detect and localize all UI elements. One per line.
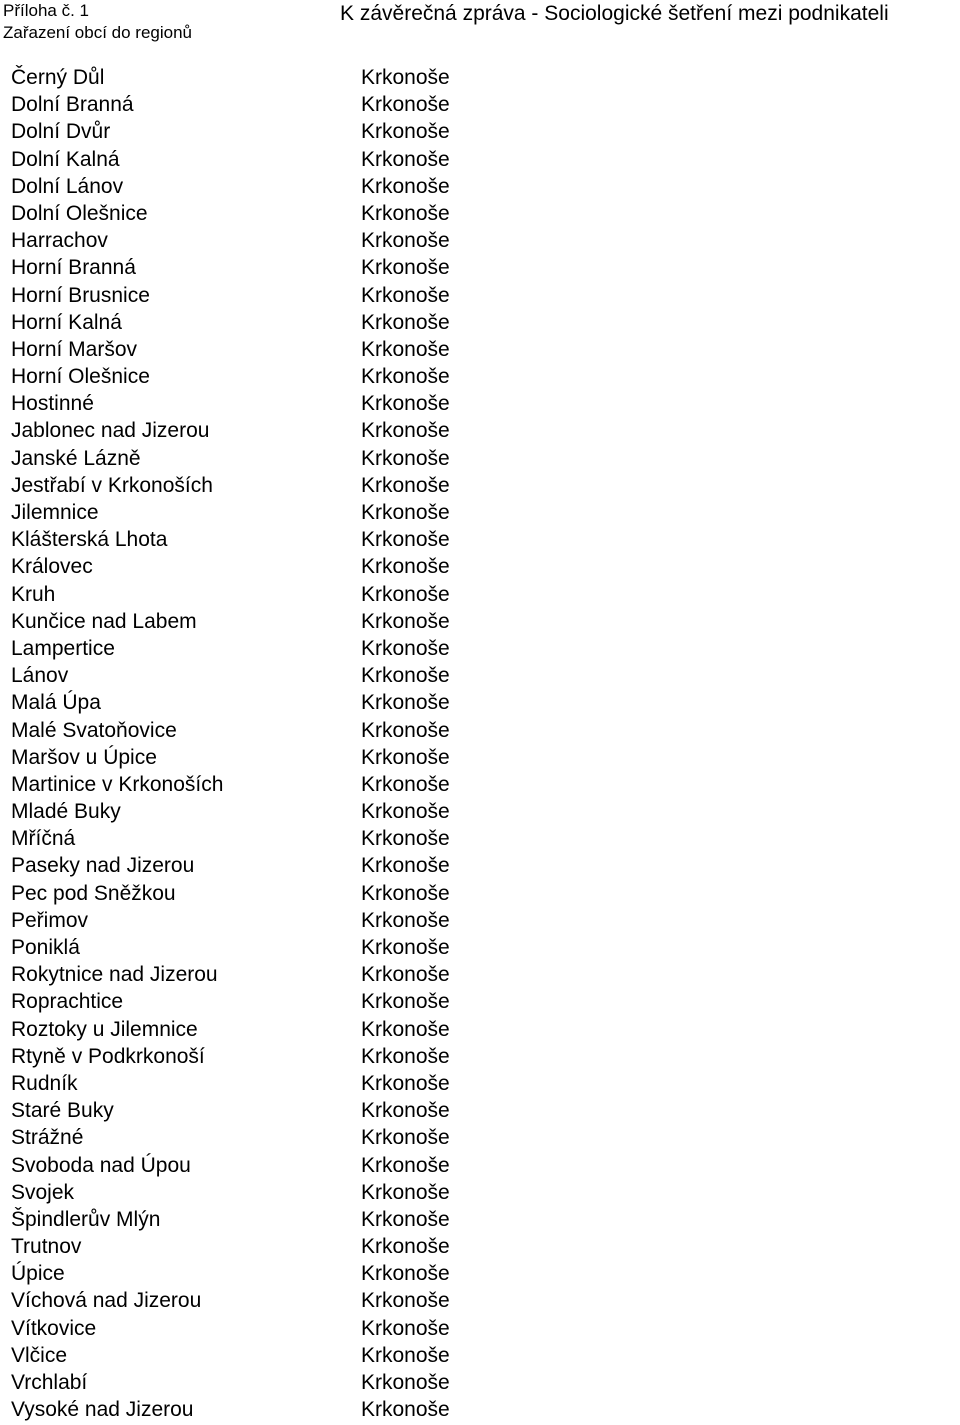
region-name: Krkonoše (361, 229, 450, 253)
region-name: Krkonoše (361, 174, 450, 198)
table-row (11, 390, 941, 417)
region-name: Krkonoše (361, 1316, 450, 1340)
table-row (11, 798, 941, 825)
municipality-name: Trutnov (11, 1235, 82, 1259)
municipality-name: Svojek (11, 1180, 75, 1204)
municipality-name: Malá Úpa (11, 691, 101, 715)
municipality-name: Černý Důl (11, 66, 105, 89)
municipality-name: Lampertice (11, 636, 115, 660)
table-row (11, 91, 941, 118)
table-row (11, 717, 941, 744)
region-name: Krkonoše (361, 337, 450, 361)
region-name: Krkonoše (361, 446, 450, 470)
region-name: Krkonoše (361, 854, 450, 878)
municipality-name: Vysoké nad Jizerou (11, 1398, 194, 1422)
region-name: Krkonoše (361, 963, 450, 987)
region-name: Krkonoše (361, 473, 450, 497)
municipality-name: Horní Kalná (11, 310, 122, 334)
table-row (11, 1233, 941, 1260)
region-name: Krkonoše (361, 1180, 450, 1204)
table-row (11, 499, 941, 526)
municipality-name: Vlčice (11, 1343, 68, 1367)
region-name: Krkonoše (361, 66, 450, 89)
region-name: Krkonoše (361, 365, 450, 389)
municipality-name: Dolní Lánov (11, 174, 124, 198)
table-row (11, 1315, 941, 1342)
table-row (11, 309, 941, 336)
municipality-name: Kunčice nad Labem (11, 609, 197, 633)
region-name: Krkonoše (361, 120, 450, 144)
attachment-label: Příloha č. 1 (3, 1, 89, 20)
region-name: Krkonoše (361, 201, 450, 225)
region-name: Krkonoše (361, 1071, 450, 1095)
municipality-region-table (11, 64, 941, 1423)
table-row (11, 825, 941, 852)
region-name: Krkonoše (361, 256, 450, 280)
region-name: Krkonoše (361, 1398, 450, 1422)
table-row (11, 934, 941, 961)
municipality-name: Rtyně v Podkrkonoší (11, 1044, 205, 1068)
table-row (11, 64, 941, 91)
municipality-name: Horní Brusnice (11, 283, 150, 307)
region-name: Krkonoše (361, 664, 450, 688)
region-name: Krkonoše (361, 936, 450, 959)
municipality-name: Jablonec nad Jizerou (11, 419, 210, 443)
table-row (11, 336, 941, 363)
municipality-name: Janské Lázně (11, 446, 141, 470)
municipality-name: Strážné (11, 1126, 84, 1150)
region-name: Krkonoše (361, 990, 450, 1014)
table-row (11, 445, 941, 472)
table-row (11, 1016, 941, 1043)
municipality-name: Kruh (11, 582, 56, 606)
municipality-name: Rokytnice nad Jizerou (11, 963, 218, 987)
table-row (11, 472, 941, 499)
municipality-name: Malé Svatoňovice (11, 718, 177, 742)
table-row (11, 363, 941, 390)
table-row (11, 1260, 941, 1287)
region-name: Krkonoše (361, 772, 450, 796)
table-row (11, 880, 941, 907)
table-row (11, 1206, 941, 1233)
table-row (11, 744, 941, 771)
municipality-name: Hostinné (11, 392, 94, 416)
region-name: Krkonoše (361, 283, 450, 307)
table-row (11, 1396, 941, 1423)
table-row (11, 1070, 941, 1097)
table-row (11, 689, 941, 716)
region-name: Krkonoše (361, 501, 450, 524)
municipality-name: Peřimov (11, 908, 89, 932)
table-row (11, 200, 941, 227)
table-row (11, 1152, 941, 1179)
attachment-header (3, 0, 192, 44)
municipality-name: Svoboda nad Úpou (11, 1153, 191, 1177)
table-row (11, 227, 941, 254)
municipality-name: Horní Maršov (11, 337, 138, 361)
table-row (11, 907, 941, 934)
municipality-name: Špindlerův Mlýn (11, 1207, 161, 1231)
region-name: Krkonoše (361, 528, 450, 552)
municipality-name: Martinice v Krkonoších (11, 772, 224, 796)
municipality-name: Mladé Buky (11, 800, 121, 824)
table-row (11, 553, 941, 580)
table-row (11, 961, 941, 988)
table-row (11, 173, 941, 200)
table-row (11, 1097, 941, 1124)
table-row (11, 635, 941, 662)
municipality-name: Poniklá (11, 936, 80, 959)
region-name: Krkonoše (361, 1207, 450, 1231)
municipality-name: Vítkovice (11, 1316, 97, 1340)
region-name: Krkonoše (361, 609, 450, 633)
region-name: Krkonoše (361, 582, 450, 606)
municipality-name: Maršov u Úpice (11, 745, 157, 769)
municipality-name: Dolní Kalná (11, 147, 120, 171)
region-name: Krkonoše (361, 1153, 450, 1177)
table-row (11, 254, 941, 281)
region-name: Krkonoše (361, 555, 450, 579)
region-name: Krkonoše (361, 1044, 450, 1068)
region-name: Krkonoše (361, 908, 450, 932)
municipality-name: Dolní Branná (11, 93, 134, 117)
table-row (11, 1043, 941, 1070)
municipality-name: Jilemnice (11, 501, 99, 524)
table-row (11, 662, 941, 689)
municipality-name: Mříčná (11, 827, 76, 851)
table-row (11, 581, 941, 608)
table-row (11, 1124, 941, 1151)
table-row (11, 146, 941, 173)
municipality-name: Roprachtice (11, 990, 124, 1014)
region-name: Krkonoše (361, 881, 450, 905)
region-name: Krkonoše (361, 745, 450, 769)
municipality-name: Víchová nad Jizerou (11, 1289, 202, 1313)
municipality-name: Rudník (11, 1071, 78, 1095)
table-row (11, 1342, 941, 1369)
region-name: Krkonoše (361, 1262, 450, 1286)
municipality-name: Dolní Dvůr (11, 120, 111, 144)
table-row (11, 852, 941, 879)
municipality-name: Harrachov (11, 229, 108, 253)
table-row (11, 417, 941, 444)
municipality-name: Pec pod Sněžkou (11, 881, 176, 905)
municipality-name: Roztoky u Jilemnice (11, 1017, 198, 1041)
region-name: Krkonoše (361, 636, 450, 660)
municipality-name: Jestřabí v Krkonoších (11, 473, 213, 497)
region-name: Krkonoše (361, 718, 450, 742)
region-name: Krkonoše (361, 827, 450, 851)
municipality-name: Paseky nad Jizerou (11, 854, 195, 878)
region-name: Krkonoše (361, 1371, 450, 1394)
region-name: Krkonoše (361, 1126, 450, 1150)
region-name: Krkonoše (361, 1099, 450, 1123)
table-row (11, 282, 941, 309)
municipality-name: Úpice (11, 1262, 65, 1286)
region-name: Krkonoše (361, 800, 450, 824)
region-name: Krkonoše (361, 147, 450, 171)
region-name: Krkonoše (361, 1017, 450, 1041)
table-row (11, 771, 941, 798)
region-name: Krkonoše (361, 1289, 450, 1313)
table-row (11, 118, 941, 145)
region-name: Krkonoše (361, 1343, 450, 1367)
municipality-name: Dolní Olešnice (11, 201, 148, 225)
region-name: Krkonoše (361, 392, 450, 416)
municipality-name: Klášterská Lhota (11, 528, 168, 552)
table-row (11, 988, 941, 1015)
municipality-name: Vrchlabí (11, 1371, 88, 1394)
region-name: Krkonoše (361, 93, 450, 117)
municipality-name: Královec (11, 555, 93, 579)
table-row (11, 608, 941, 635)
table-row (11, 1287, 941, 1314)
table-row (11, 526, 941, 553)
municipality-name: Horní Olešnice (11, 365, 150, 389)
municipality-name: Horní Branná (11, 256, 136, 280)
report-title: K závěrečná zpráva - Sociologické šetření mezi podnikateli (340, 2, 889, 25)
region-name: Krkonoše (361, 1235, 450, 1259)
region-name: Krkonoše (361, 691, 450, 715)
region-name: Krkonoše (361, 419, 450, 443)
region-name: Krkonoše (361, 310, 450, 334)
table-row (11, 1369, 941, 1396)
municipality-name: Lánov (11, 664, 69, 688)
attachment-subtitle: Zařazení obcí do regionů (3, 23, 193, 42)
municipality-name: Staré Buky (11, 1099, 114, 1123)
table-row (11, 1179, 941, 1206)
